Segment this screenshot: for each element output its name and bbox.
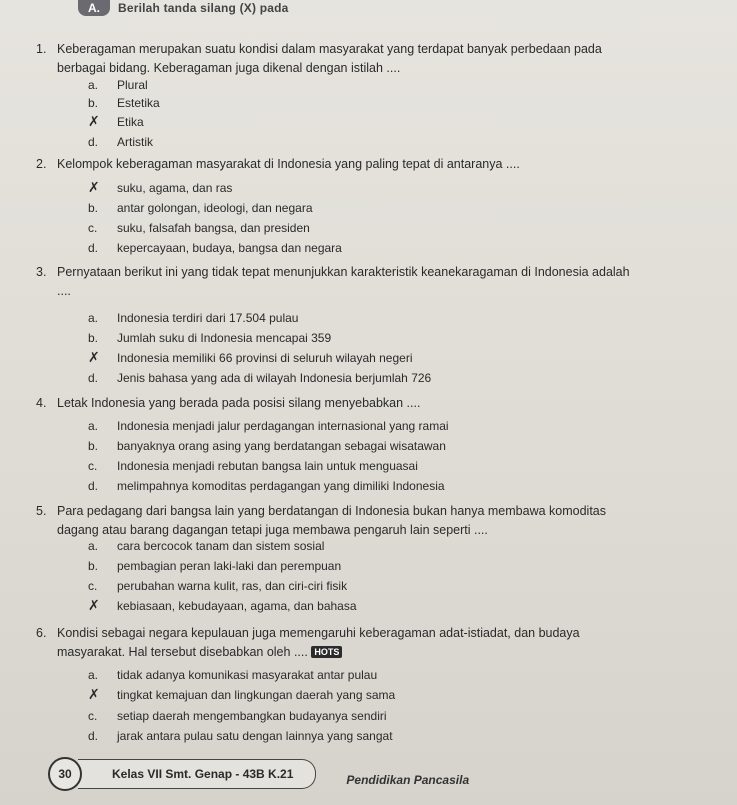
question-line: Kelompok keberagaman masyarakat di Indonesia yang paling tepat di antaranya .... bbox=[57, 157, 520, 171]
question-1 bbox=[36, 40, 716, 78]
option-3a[interactable] bbox=[88, 310, 298, 326]
option-letter: d. bbox=[88, 135, 99, 149]
question-number: 6. bbox=[36, 626, 47, 640]
question-6 bbox=[36, 624, 716, 662]
option-letter: a. bbox=[88, 311, 99, 325]
option-6a[interactable] bbox=[88, 667, 377, 683]
option-5c[interactable] bbox=[88, 578, 347, 594]
option-5b[interactable] bbox=[88, 558, 341, 574]
option-text: jarak antara pulau satu dengan lainnya yang sangat bbox=[117, 729, 393, 743]
option-3b[interactable] bbox=[88, 330, 331, 346]
option-text: kepercayaan, budaya, bangsa dan negara bbox=[117, 241, 342, 255]
question-line: .... bbox=[57, 284, 71, 298]
section-instruction: Berilah tanda silang (X) pada bbox=[118, 1, 289, 15]
option-4d[interactable] bbox=[88, 478, 445, 494]
cross-mark-icon: ✗ bbox=[88, 597, 100, 613]
option-5d[interactable] bbox=[88, 598, 357, 614]
option-4a[interactable] bbox=[88, 418, 449, 434]
question-text bbox=[57, 155, 716, 174]
question-number: 5. bbox=[36, 504, 47, 518]
question-line: Letak Indonesia yang berada pada posisi silang menyebabkan .... bbox=[57, 396, 421, 410]
question-3 bbox=[36, 263, 716, 301]
option-letter: c. bbox=[88, 579, 98, 593]
option-letter: a. bbox=[88, 419, 99, 433]
option-3c[interactable] bbox=[88, 350, 412, 366]
option-text: suku, falsafah bangsa, dan presiden bbox=[117, 221, 310, 235]
subject-label: Pendidikan Pancasila bbox=[346, 773, 470, 787]
option-text: Artistik bbox=[117, 135, 153, 149]
option-letter: d. bbox=[88, 371, 99, 385]
option-2b[interactable] bbox=[88, 200, 313, 216]
option-text: banyaknya orang asing yang berdatangan sebagai wisatawan bbox=[117, 439, 446, 453]
option-text: kebiasaan, kebudayaan, agama, dan bahasa bbox=[117, 599, 357, 613]
question-line: berbagai bidang. Keberagaman juga dikenal dengan istilah .... bbox=[57, 61, 401, 75]
question-line: Pernyataan berikut ini yang tidak tepat menunjukkan karakteristik keanekaragaman di Indonesia adalah bbox=[57, 265, 630, 279]
question-line-with-badge bbox=[57, 643, 716, 662]
option-4b[interactable] bbox=[88, 438, 446, 454]
cross-mark-icon: ✗ bbox=[88, 686, 100, 702]
cross-mark-icon: ✗ bbox=[88, 349, 100, 365]
option-text: Plural bbox=[117, 78, 148, 92]
option-letter: b. bbox=[88, 559, 99, 573]
option-3d[interactable] bbox=[88, 370, 431, 386]
question-4 bbox=[36, 394, 716, 413]
option-text: tingkat kemajuan dan lingkungan daerah yang sama bbox=[117, 688, 396, 702]
question-number: 1. bbox=[36, 42, 47, 56]
option-1b[interactable] bbox=[88, 95, 160, 111]
question-number: 2. bbox=[36, 157, 47, 171]
option-text: suku, agama, dan ras bbox=[117, 181, 233, 195]
option-letter: a. bbox=[88, 539, 99, 553]
section-letter: A. bbox=[78, 0, 110, 16]
option-text: setiap daerah mengembangkan budayanya sendiri bbox=[117, 709, 387, 723]
question-number: 3. bbox=[36, 265, 47, 279]
option-6b[interactable] bbox=[88, 687, 395, 703]
option-1d[interactable] bbox=[88, 134, 153, 150]
question-2 bbox=[36, 155, 716, 174]
question-line: Keberagaman merupakan suatu kondisi dalam masyarakat yang terdapat banyak perbedaan pada bbox=[57, 42, 602, 56]
option-text: melimpahnya komoditas perdagangan yang dimiliki Indonesia bbox=[117, 479, 445, 493]
option-letter: a. bbox=[88, 78, 99, 92]
question-text bbox=[57, 40, 716, 78]
question-line: Kondisi sebagai negara kepulauan juga memengaruhi keberagaman adat-istiadat, dan budaya bbox=[57, 626, 580, 640]
option-text: Jumlah suku di Indonesia mencapai 359 bbox=[117, 331, 332, 345]
option-6c[interactable] bbox=[88, 708, 387, 724]
question-line: Para pedagang dari bangsa lain yang berdatangan di Indonesia bukan hanya membawa komoditas bbox=[57, 504, 606, 518]
option-letter: c. bbox=[88, 221, 98, 235]
question-line: dagang atau barang dagangan tetapi juga membawa pengaruh lain seperti .... bbox=[57, 523, 488, 537]
option-1c[interactable] bbox=[88, 114, 144, 130]
option-letter: b. bbox=[88, 331, 99, 345]
option-text: perubahan warna kulit, ras, dan ciri-ciri fisik bbox=[117, 579, 348, 593]
option-text: tidak adanya komunikasi masyarakat antar pulau bbox=[117, 668, 378, 682]
option-text: pembagian peran laki-laki dan perempuan bbox=[117, 559, 342, 573]
option-2a[interactable] bbox=[88, 180, 232, 196]
option-text: Indonesia terdiri dari 17.504 pulau bbox=[117, 311, 299, 325]
option-letter: d. bbox=[88, 479, 99, 493]
option-text: Indonesia memiliki 66 provinsi di seluruh wilayah negeri bbox=[117, 351, 413, 365]
option-5a[interactable] bbox=[88, 538, 324, 554]
hots-badge: HOTS bbox=[311, 646, 342, 658]
option-text: Estetika bbox=[117, 96, 160, 110]
option-text: Etika bbox=[117, 115, 144, 129]
option-2c[interactable] bbox=[88, 220, 310, 236]
option-6d[interactable] bbox=[88, 728, 393, 744]
page-footer bbox=[48, 757, 469, 791]
option-letter: d. bbox=[88, 729, 99, 743]
option-text: antar golongan, ideologi, dan negara bbox=[117, 201, 313, 215]
option-letter: b. bbox=[88, 201, 99, 215]
option-letter: a. bbox=[88, 668, 99, 682]
question-text bbox=[57, 502, 716, 540]
option-letter: b. bbox=[88, 439, 99, 453]
option-text: cara bercocok tanam dan sistem sosial bbox=[117, 539, 325, 553]
option-letter: d. bbox=[88, 241, 99, 255]
question-line: masyarakat. Hal tersebut disebabkan oleh .... bbox=[57, 645, 308, 659]
page-number: 30 bbox=[48, 757, 82, 791]
option-text: Indonesia menjadi jalur perdagangan internasional yang ramai bbox=[117, 419, 449, 433]
question-number: 4. bbox=[36, 396, 47, 410]
option-1a[interactable] bbox=[88, 77, 148, 93]
question-text bbox=[57, 624, 716, 662]
option-text: Indonesia menjadi rebutan bangsa lain untuk menguasai bbox=[117, 459, 418, 473]
question-text bbox=[57, 394, 716, 413]
option-letter: b. bbox=[88, 96, 99, 110]
cross-mark-icon: ✗ bbox=[88, 113, 100, 129]
option-4c[interactable] bbox=[88, 458, 418, 474]
option-2d[interactable] bbox=[88, 240, 342, 256]
question-text bbox=[57, 263, 716, 301]
cross-mark-icon: ✗ bbox=[88, 179, 100, 195]
option-text: Jenis bahasa yang ada di wilayah Indonesia berjumlah 726 bbox=[117, 371, 432, 385]
option-letter: c. bbox=[88, 459, 98, 473]
option-letter: c. bbox=[88, 709, 98, 723]
section-header bbox=[78, 0, 289, 16]
question-5 bbox=[36, 502, 716, 540]
class-label: Kelas VII Smt. Genap - 43B K.21 bbox=[78, 759, 316, 789]
